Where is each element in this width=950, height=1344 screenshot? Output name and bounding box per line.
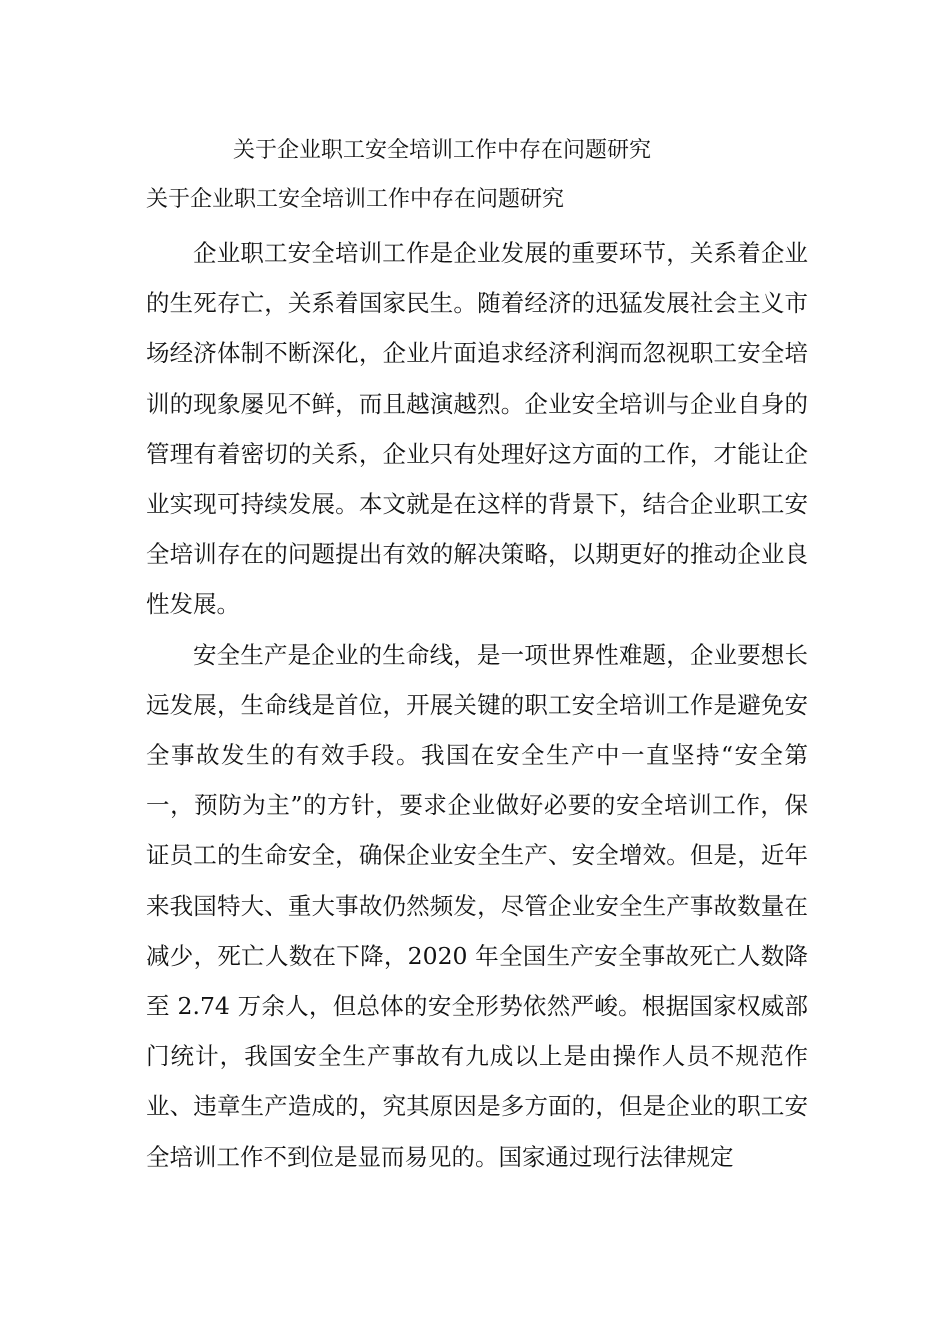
document-subtitle: 关于企业职工安全培训工作中存在问题研究 [146,187,565,212]
paragraph-safety-production: 安全生产是企业的生命线，是一项世界性难题，企业要想长远发展，生命线是首位，开展关键的职工安全培训工作是避免安全事故发生的有效手段。我国在安全生产中一直坚持“安全第一，预防为主”的方针，要求企业做好必要的安全培训工作，保证员工的生命安全，确保企业安全生产、安全增效。但是，近年来我国特大、重大事故仍然频发，尽管企业安全生产事故数量在减少，死亡人数在下降，2020 年全国生产安全事故死亡人数降至 2.74 万余人，但总体的安全形势依然严峻。根据国家权威部门统计，我国安全生产事故有九成以上是由操作人员不规范作业、违章生产造成的，究其原因是多方面的，但是企业的职工安全培训工作不到位是显而易见的。国家通过现行法律规定 [146,640,808,1171]
document-title: 关于企业职工安全培训工作中存在问题研究 [233,138,652,163]
paragraph-intro: 企业职工安全培训工作是企业发展的重要环节，关系着企业的生死存亡，关系着国家民生。随着经济的迅猛发展社会主义市场经济体制不断深化，企业片面追求经济利润而忽视职工安全培训的现象屡见不鲜，而且越演越烈。企业安全培训与企业自身的管理有着密切的关系，企业只有处理好这方面的工作，才能让企业实现可持续发展。本文就是在这样的背景下，结合企业职工安全培训存在的问题提出有效的解决策略，以期更好的推动企业良性发展。 [146,239,808,619]
document-body [146,228,808,1182]
